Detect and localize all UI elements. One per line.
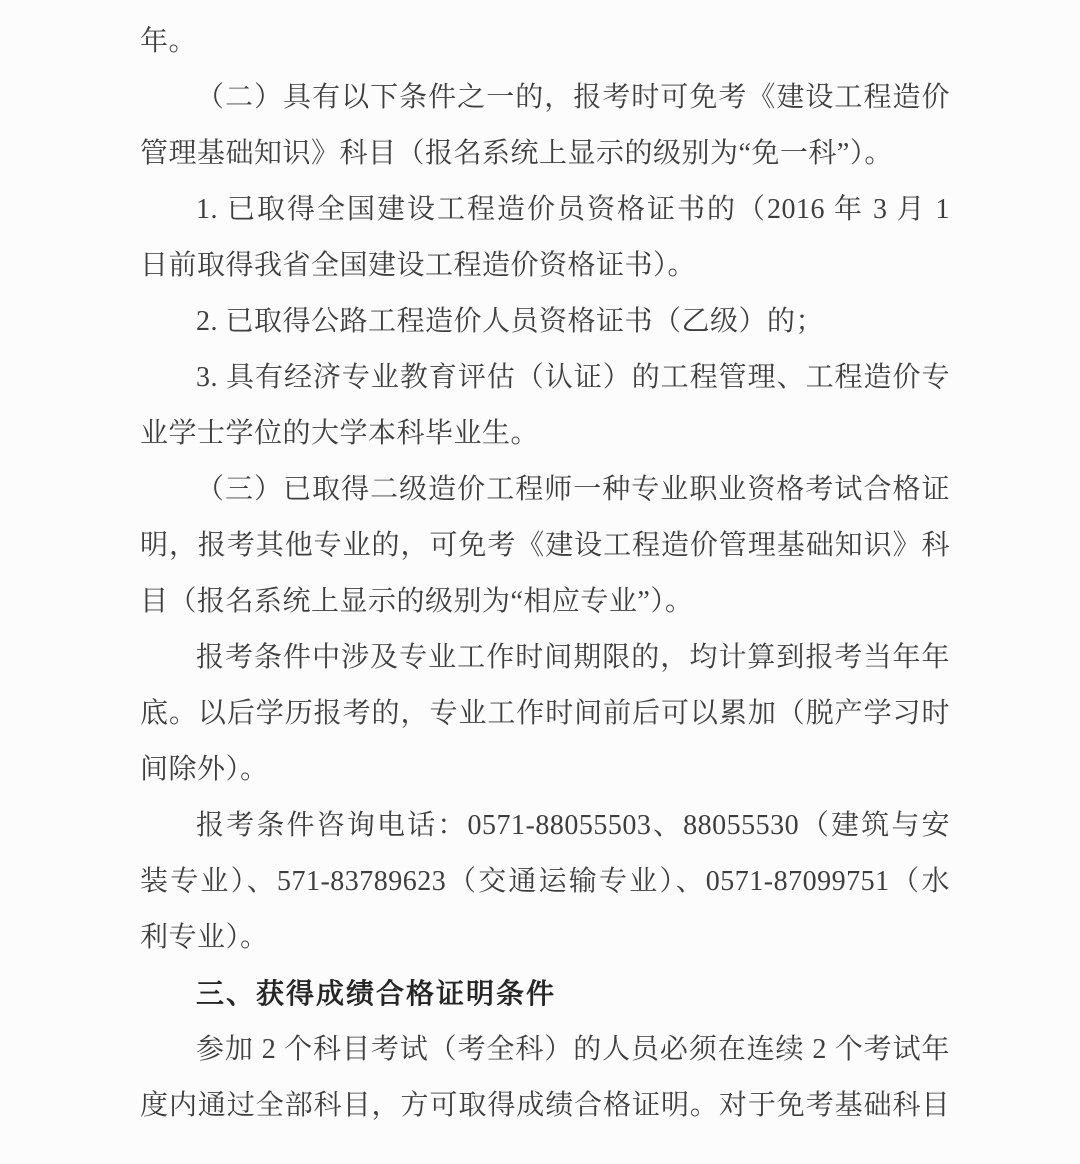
text-line: 报考条件中涉及专业工作时间期限的，均计算到报考当年年 — [196, 642, 950, 673]
text-line: 1. 已取得全国建设工程造价员资格证书的（2016 年 3 月 1 — [196, 194, 950, 225]
text-line: 报考条件咨询电话：0571-88055503、88055530（建筑与安 — [196, 810, 950, 841]
text-line: 管理基础知识》科目（报名系统上显示的级别为“免一科”）。 — [140, 138, 893, 169]
text-line: 利专业）。 — [140, 922, 269, 953]
text-line: 明，报考其他专业的，可免考《建设工程造价管理基础知识》科 — [140, 530, 950, 561]
text-line: 日前取得我省全国建设工程造价资格证书）。 — [140, 250, 697, 281]
section-heading: 三、获得成绩合格证明条件 — [196, 978, 557, 1009]
text-line: （三）已取得二级造价工程师一种专业职业资格考试合格证 — [196, 474, 950, 505]
text-line: 度内通过全部科目，方可取得成绩合格证明。对于免考基础科目 — [140, 1090, 950, 1121]
text-line: 2. 已取得公路工程造价人员资格证书（乙级）的； — [196, 306, 825, 337]
text-line: 装专业）、571-83789623（交通运输专业）、0571-87099751（水 — [140, 866, 950, 897]
text-line: 底。以后学历报考的，专业工作时间前后可以累加（脱产学习时 — [140, 698, 950, 729]
text-line: 间除外）。 — [140, 754, 269, 785]
text-line: 年。 — [140, 26, 198, 57]
text-line: 业学士学位的大学本科毕业生。 — [140, 418, 540, 449]
text-line: 参加 2 个科目考试（考全科）的人员必须在连续 2 个考试年 — [196, 1034, 950, 1065]
text-line: 3. 具有经济专业教育评估（认证）的工程管理、工程造价专 — [196, 362, 950, 393]
text-line: 目（报名系统上显示的级别为“相应专业”）。 — [140, 586, 694, 617]
text-line: （二）具有以下条件之一的，报考时可免考《建设工程造价 — [196, 82, 950, 113]
